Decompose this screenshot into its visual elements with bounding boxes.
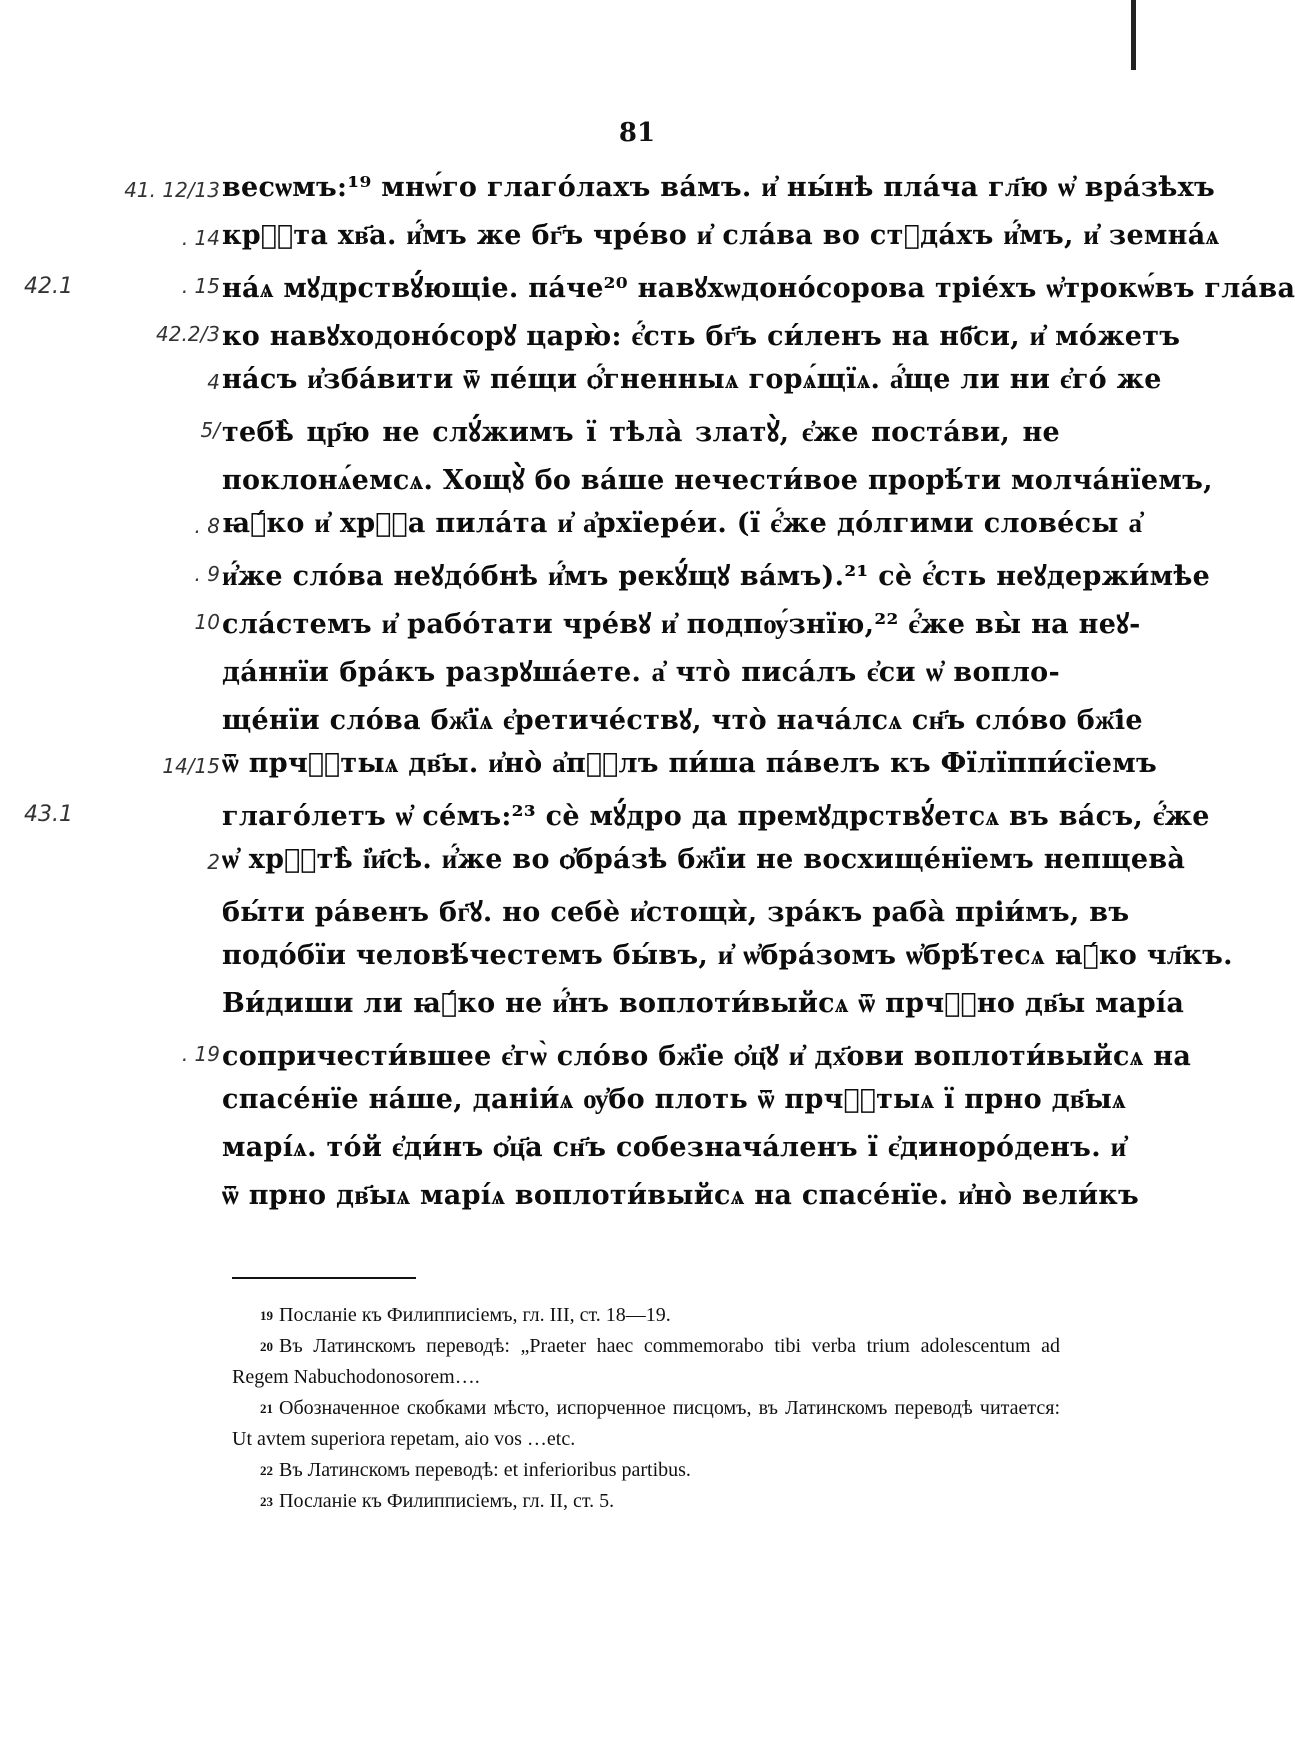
text-line <box>0 840 1186 888</box>
line-text: ѿ прно дв҃ыѧ марі́ѧ воплоти́выйсѧ на спасе́нїе. и҆но̀ вели́къ <box>222 1180 1140 1211</box>
text-line <box>0 168 1216 216</box>
line-text: глаго́летъ ѡ҆ се́мъ:²³ сѐ мꙋ́дро да премꙋдрствꙋ́етсѧ въ ва́съ, є҆́же <box>222 801 1210 832</box>
text-line <box>0 1128 1140 1176</box>
text-line <box>0 600 1140 648</box>
text-line <box>0 216 1220 264</box>
margin-note: 10 <box>194 610 220 634</box>
text-line <box>0 888 1140 936</box>
margin-note: 2 <box>207 850 220 874</box>
margin-note: . 14 <box>181 226 220 250</box>
text-line <box>0 696 1143 744</box>
text-line <box>0 936 1233 984</box>
text-line <box>0 1032 1192 1080</box>
line-text: на́ѧ мꙋдрствꙋ́ющіе. па́че²⁰ навꙋхѡдоно́сорова тріе́хъ ѡ҆трокѡ́въ гла́ва <box>222 273 1295 304</box>
footnote <box>232 1393 1060 1455</box>
line-text: тебѣ̀ цр҃ю не слꙋ́жимъ ї тѣла̀ златꙋ̀, є҆же поста́ви, не <box>222 417 1060 448</box>
margin-note: . 9 <box>194 562 220 586</box>
line-text: поклонѧ́емсѧ. Хощꙋ̀ бо ва́ше нечести́вое прорѣ́ти молча́нїемъ, <box>222 465 1213 496</box>
text-line <box>0 408 1140 456</box>
margin-note: 42.2/3 <box>156 322 220 346</box>
footnote-text: Въ Латинскомъ переводѣ: „Praeter haec commemorabo tibi verba trium adolescentum ad Regem Nabuchodonosorem…. <box>232 1335 1060 1388</box>
line-text: спасе́нїе на́ше, даніи́ѧ ѹ҆бо плоть ѿ прчⷭ҇тыѧ ї прно дв҃ыѧ <box>222 1084 1126 1115</box>
margin-note: 4 <box>207 370 220 394</box>
footnotes <box>232 1300 1060 1517</box>
footnote-text: Обозначенное скобками мѣсто, испорченное писцомъ, въ Латинскомъ переводѣ читается: Ut avtem superiora repetam, aio vos …etc. <box>232 1397 1060 1450</box>
footnote-rule <box>232 1277 416 1279</box>
footnote <box>232 1455 1060 1486</box>
text-line <box>0 360 1162 408</box>
outer-margin-note: 43.1 <box>24 802 73 827</box>
footnote <box>232 1300 1060 1331</box>
line-text: ꙗ҆́ко и҆ хрⷭ҇а пила́та и҆ а҆рхїере́и. (ї є҆́же до́лгими слове́сы а҆ <box>222 508 1143 539</box>
line-text: ѿ прчⷭ҇тыѧ дв҃ы. и҆но̀ а҆пⷭ҇лъ пи́ша па́велъ къ Фїлїппи́сїемъ <box>222 748 1158 779</box>
text-line <box>0 984 1185 1032</box>
text-line <box>0 648 1140 696</box>
line-text: марі́ѧ. то́й є҆ди́нъ ѻ҆ц҃а сн҃ъ собезнача́ленъ ї є҆диноро́денъ. и҆ <box>222 1132 1127 1163</box>
line-text: ко навꙋходоно́сорꙋ царю̀: є҆́сть бг҃ъ си́ленъ на нб҃си, и҆ мо́жетъ <box>222 321 1181 352</box>
outer-margin-note: 42.1 <box>24 274 73 299</box>
footnote-mark: 20 <box>260 1339 273 1354</box>
margin-note: 14/15 <box>162 754 220 778</box>
text-line <box>0 792 1210 840</box>
text-line <box>0 312 1181 360</box>
footnote <box>232 1331 1060 1393</box>
line-text: ще́нїи сло́ва бж҃їѧ є҆ретиче́ствꙋ, что̀ нача́лсѧ сн҃ъ сло́во бж҃іе <box>222 705 1143 736</box>
footnote-mark: 19 <box>260 1308 273 1323</box>
margin-note: . 15 <box>181 274 220 298</box>
line-text: сопричести́вшее є҆гѡ̀ сло́во бж҃їе ѻ҆ц҃ꙋ и҆ дх҃ови воплоти́выйсѧ на <box>222 1041 1192 1072</box>
line-text: весѡмъ:¹⁹ мнѡ́го глаго́лахъ ва́мъ. и҆ ны́нѣ пла́ча гл҃ю ѡ҆ вра́зѣхъ <box>222 172 1216 203</box>
footnote-mark: 21 <box>260 1401 273 1416</box>
line-text: и҆́же сло́ва неꙋдо́бнѣ и҆́мъ рекꙋ́щꙋ ва́мъ).²¹ сѐ є҆́сть неꙋдержи́мѣе <box>222 561 1211 592</box>
line-text: Ви́диши ли ꙗ҆́ко не и҆́нъ воплоти́выйсѧ ѿ прчⷭ҇но дв҃ы марі́а <box>222 988 1185 1019</box>
body-text <box>0 168 1295 1224</box>
line-text: да́ннїи бра́къ разрꙋша́ете. а҆ что̀ писа́лъ є҆си ѡ҆ вопло- <box>222 657 1060 688</box>
margin-note: 41. 12/13 <box>124 178 220 202</box>
text-line <box>0 264 1295 312</box>
line-text: сла́стемъ и҆ рабо́тати чре́вꙋ и҆ подпѹ́знїю,²² є҆́же вы̀ на неꙋ- <box>222 609 1141 640</box>
text-line <box>0 1080 1140 1128</box>
scan-edge <box>1131 0 1136 70</box>
margin-note: . 19 <box>181 1042 220 1066</box>
footnote-text: Въ Латинскомъ переводѣ: et inferioribus partibus. <box>279 1459 691 1481</box>
line-text: подо́бїи человѣ́честемъ бы́въ, и҆ ѡ҆бра́зомъ ѡ҆брѣ́тесѧ ꙗ҆́ко чл҃къ. <box>222 940 1233 971</box>
line-text: бы́ти ра́венъ бг҃ꙋ. но себѐ и҆стощѝ, зра́къ раба̀ пріи́мъ, въ <box>222 897 1130 928</box>
footnote-mark: 23 <box>260 1494 273 1509</box>
line-text: ѡ҆ хрⷭ҇тѣ̀ і҆и҃сѣ. и҆́же во ѻ҆бра́зѣ бж҃їи не восхище́нїемъ непщева̀ <box>222 844 1186 875</box>
footnote-mark: 22 <box>260 1463 273 1478</box>
text-line <box>0 552 1211 600</box>
margin-note: . 8 <box>194 514 220 538</box>
footnote-text: Посланіе къ Филипписіемъ, гл. III, ст. 18—19. <box>279 1304 671 1326</box>
margin-note: 5/ <box>200 418 220 442</box>
line-text: на́съ и҆зба́вити ѿ пе́щи ѻ҆́гненныѧ горѧ́щїѧ. а҆́ще ли ни є҆го́ же <box>222 364 1162 395</box>
text-line <box>0 456 1213 504</box>
footnote <box>232 1486 1060 1517</box>
page-number: 81 <box>618 118 656 148</box>
text-line <box>0 744 1158 792</box>
text-line <box>0 1176 1140 1224</box>
text-line <box>0 504 1143 552</box>
footnote-text: Посланіе къ Филипписіемъ, гл. II, ст. 5. <box>279 1490 615 1512</box>
line-text: крⷭ҇та хв҃а. и҆́мъ же бг҃ъ чре́во и҆ сла́ва во стꙋда́хъ и҆́мъ, и҆ земна́ѧ <box>222 220 1220 251</box>
